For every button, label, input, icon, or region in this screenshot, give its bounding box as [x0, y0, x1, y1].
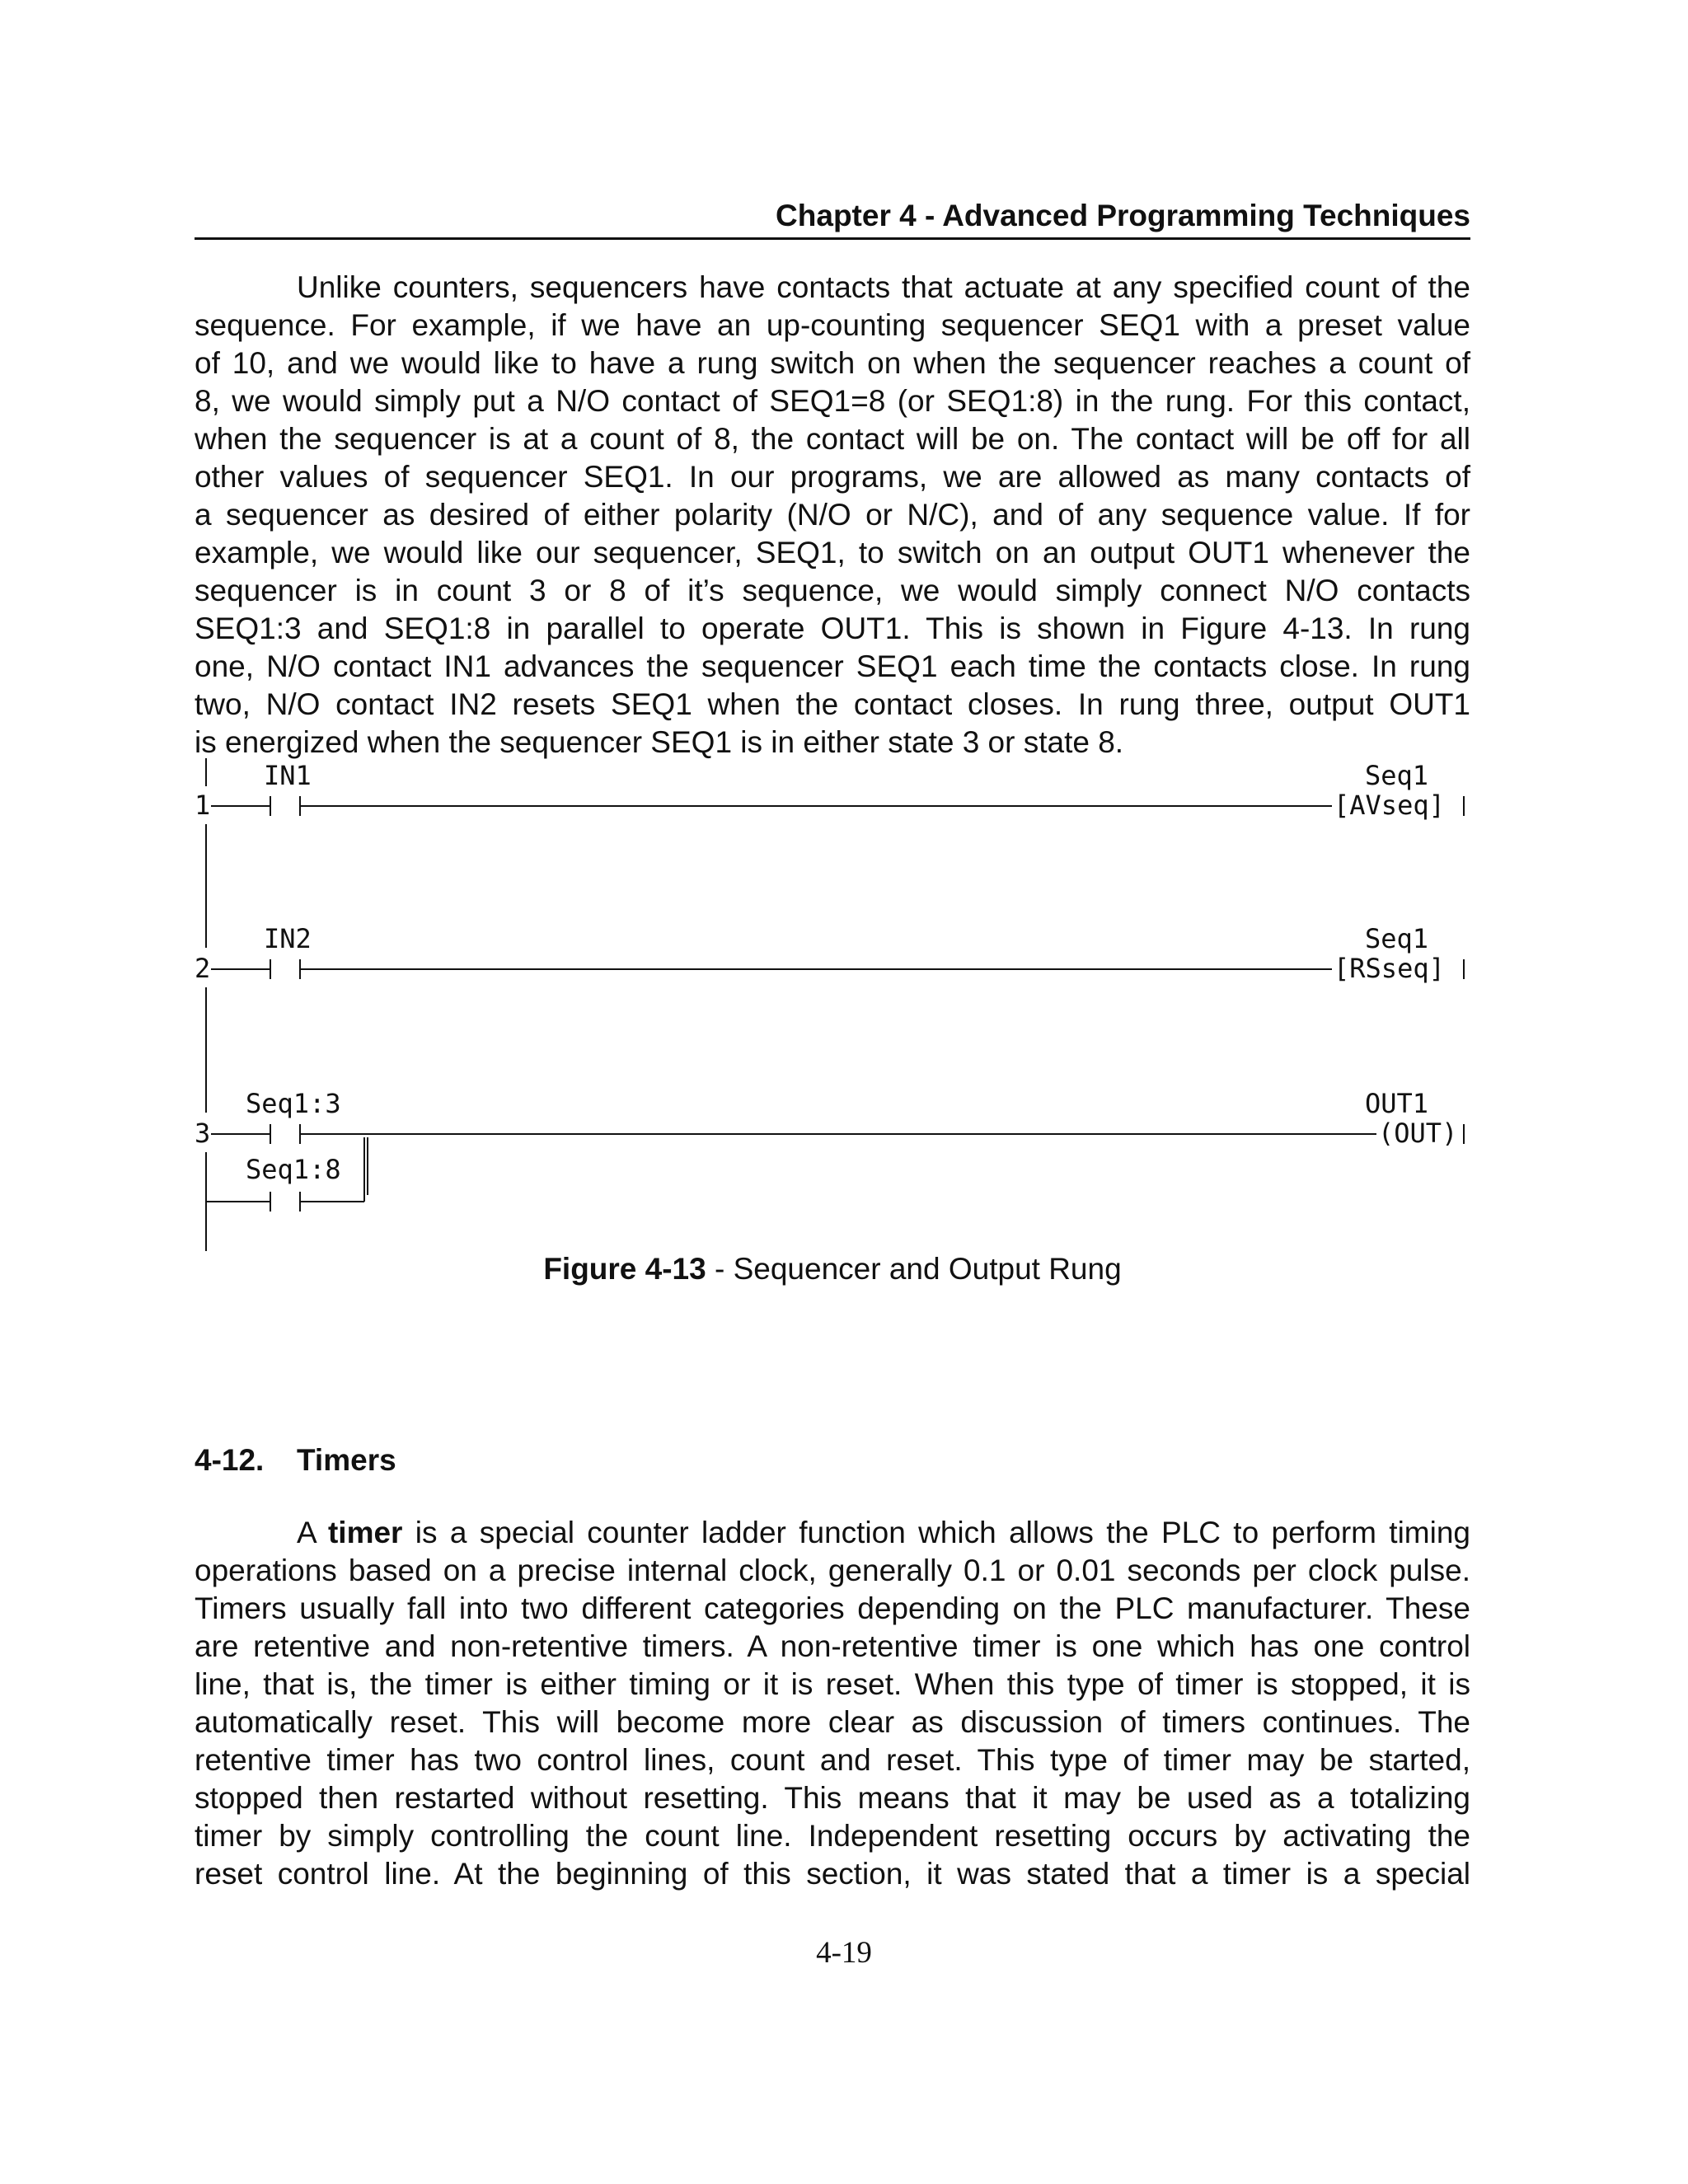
paragraph-line: automatically reset. This will become more clear as discussion of timers continues. The — [195, 1705, 1470, 1739]
paragraph-line: two, N/O contact IN2 resets SEQ1 when the contact closes. In rung three, output OUT1 — [195, 687, 1470, 721]
paragraph-line: timer by simply controlling the count line. Independent resetting occurs by activating the — [195, 1819, 1470, 1853]
contact-label: IN2 — [264, 923, 312, 954]
output-name: Seq1 — [1365, 923, 1429, 954]
output-instruction: (OUT) — [1378, 1118, 1458, 1149]
paragraph-line — [195, 1514, 1470, 1552]
ladder-diagram — [195, 758, 1470, 1253]
paragraph-line: SEQ1:3 and SEQ1:8 in parallel to operate OUT1. This is shown in Figure 4-13. In rung — [195, 612, 1470, 645]
rung-number: 2 — [195, 953, 211, 984]
paragraph-line: reset control line. At the beginning of this section, it was stated that a timer is a special — [195, 1857, 1470, 1891]
paragraph-line: Timers usually fall into two different categories depending on the PLC manufacturer. These — [195, 1591, 1470, 1625]
paragraph-timers — [195, 1514, 1470, 1893]
output-name: OUT1 — [1365, 1088, 1429, 1119]
paragraph-line: sequence. For example, if we have an up-counting sequencer SEQ1 with a preset value — [195, 308, 1470, 342]
figure-caption — [195, 1249, 1470, 1289]
section-number: 4-12. — [195, 1443, 265, 1477]
paragraph-line: a sequencer as desired of either polarity (N/O or N/C), and of any sequence value. If for — [195, 498, 1470, 532]
contact-label: Seq1:8 — [246, 1154, 341, 1185]
paragraph-line: is energized when the sequencer SEQ1 is in either state 3 or state 8. — [195, 725, 1124, 759]
paragraph-line: sequencer is in count 3 or 8 of it’s sequence, we would simply connect N/O contacts — [195, 574, 1470, 607]
output-instruction: [RSseq] — [1334, 953, 1445, 984]
ladder-diagram-svg — [195, 758, 1470, 1253]
paragraph-line: 8, we would simply put a N/O contact of SEQ1=8 (or SEQ1:8) in the rung. For this contact, — [195, 384, 1470, 418]
rung-number: 1 — [195, 790, 211, 821]
chapter-header: Chapter 4 - Advanced Programming Techniques — [776, 199, 1470, 232]
paragraph-line: are retentive and non-retentive timers. A non-retentive timer is one which has one control — [195, 1629, 1470, 1663]
output-instruction: [AVseq] — [1334, 790, 1445, 821]
section-title: Timers — [297, 1443, 396, 1477]
paragraph-line: stopped then restarted without resetting. This means that it may be used as a totalizing — [195, 1781, 1470, 1815]
term-timer: timer — [327, 1516, 403, 1549]
paragraph-line: other values of sequencer SEQ1. In our programs, we are allowed as many contacts of — [195, 460, 1470, 494]
contact-label: IN1 — [264, 760, 312, 791]
page-number: 4-19 — [816, 1936, 872, 1970]
paragraph-text: A — [297, 1516, 328, 1549]
paragraph-line: retentive timer has two control lines, count and reset. This type of timer may be started, — [195, 1743, 1470, 1777]
header-rule — [195, 237, 1470, 240]
figure-caption-text: - Sequencer and Output Rung — [706, 1252, 1122, 1286]
section-heading — [195, 1441, 396, 1480]
paragraph-line: example, we would like our sequencer, SEQ1, to switch on an output OUT1 whenever the — [195, 536, 1470, 569]
paragraph-line: line, that is, the timer is either timing or it is reset. When this type of timer is stopped, it is — [195, 1667, 1470, 1701]
contact-label: Seq1:3 — [246, 1088, 341, 1119]
paragraph-line: of 10, and we would like to have a rung switch on when the sequencer reaches a count of — [195, 346, 1470, 380]
output-name: Seq1 — [1365, 760, 1429, 791]
paragraph-line: Unlike counters, sequencers have contacts that actuate at any specified count of the — [297, 270, 1470, 304]
rung-number: 3 — [195, 1118, 211, 1149]
paragraph-line: operations based on a precise internal clock, generally 0.1 or 0.01 seconds per clock pulse. — [195, 1554, 1470, 1587]
figure-label: Figure 4-13 — [543, 1252, 706, 1286]
paragraph-line: one, N/O contact IN1 advances the sequencer SEQ1 each time the contacts close. In rung — [195, 649, 1470, 683]
paragraph-text: is a special counter ladder function which allows the PLC to perform timing — [402, 1516, 1470, 1549]
paragraph-sequencer-contacts — [195, 269, 1470, 762]
paragraph-line: when the sequencer is at a count of 8, the contact will be on. The contact will be off for all — [195, 422, 1470, 456]
